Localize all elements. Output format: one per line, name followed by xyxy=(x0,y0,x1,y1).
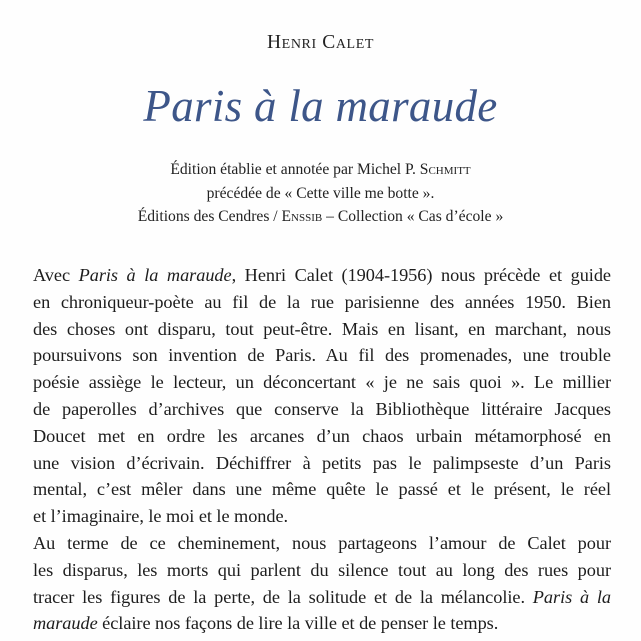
p2-line-3 xyxy=(33,584,611,611)
editor-surname: Schmitt xyxy=(419,161,471,178)
author-name: Henri Calet xyxy=(267,32,374,53)
p1-line-8: une vision d’écrivain. Déchiffrer à petits pas le palimpseste d’un Paris xyxy=(33,452,611,473)
paragraph-1 xyxy=(33,262,611,530)
body-text xyxy=(33,262,611,637)
p2-l4-b: éclaire nos façons de lire la ville et de penser le temps. xyxy=(97,613,499,634)
p2-line-2: les disparus, les morts qui parlent du silence tout au long des rues pour xyxy=(33,559,611,580)
publisher-enssib: Enssib xyxy=(281,208,323,225)
inline-book-title-part1: Paris à la xyxy=(532,586,611,607)
p2-l3-a: tracer les figures de la perte, de la solitude et de la mélancolie. xyxy=(33,586,533,607)
edition-line-editor xyxy=(0,158,641,182)
inline-book-title: Paris à la maraude xyxy=(78,265,232,285)
p1-line-6: de paperolles d’archives que conserve la Bibliothèque littéraire Jacques xyxy=(33,398,611,419)
publisher-prefix: Éditions des Cendres / xyxy=(137,208,282,225)
p1-line-1 xyxy=(33,262,611,289)
p1-l1-b: , Henri Calet (1904-1956) nous précède et guide xyxy=(231,265,611,285)
p1-line-2: en chroniqueur-poète au fil de la rue parisienne des années 1950. Bien xyxy=(33,291,611,312)
book-title: Paris à la maraude xyxy=(143,81,498,131)
edition-editor-prefix: Édition établie et annotée par Michel P. xyxy=(170,161,420,178)
edition-info xyxy=(0,158,641,229)
inline-book-title-part2: maraude xyxy=(33,613,98,634)
edition-line-publisher xyxy=(0,205,641,229)
p1-l1-a: Avec xyxy=(33,265,79,285)
p1-line-7: Doucet met en ordre les arcanes d’un chaos urbain métamorphosé en xyxy=(33,425,611,446)
p1-line-5: poésie assiège le lecteur, un déconcertant « je ne sais quoi ». Le millier xyxy=(33,372,611,393)
paragraph-2 xyxy=(33,530,611,637)
p2-line-1: Au terme de ce cheminement, nous partageons l’amour de Calet pour xyxy=(33,532,611,553)
p2-line-4 xyxy=(33,610,611,637)
publisher-collection: – Collection « Cas d’école » xyxy=(322,208,504,225)
edition-line-preface: précédée de « Cette ville me botte ». xyxy=(206,184,435,202)
p1-line-10: et l’imaginaire, le moi et le monde. xyxy=(33,506,289,527)
p1-line-4: poursuivons son invention de Paris. Au fil des promenades, une trouble xyxy=(33,345,611,366)
p1-line-3: des choses ont disparu, tout peut-être. Mais en lisant, en marchant, nous xyxy=(33,318,611,339)
p1-line-9: mental, c’est mêler dans une même quête le passé et le présent, le réel xyxy=(33,479,611,500)
